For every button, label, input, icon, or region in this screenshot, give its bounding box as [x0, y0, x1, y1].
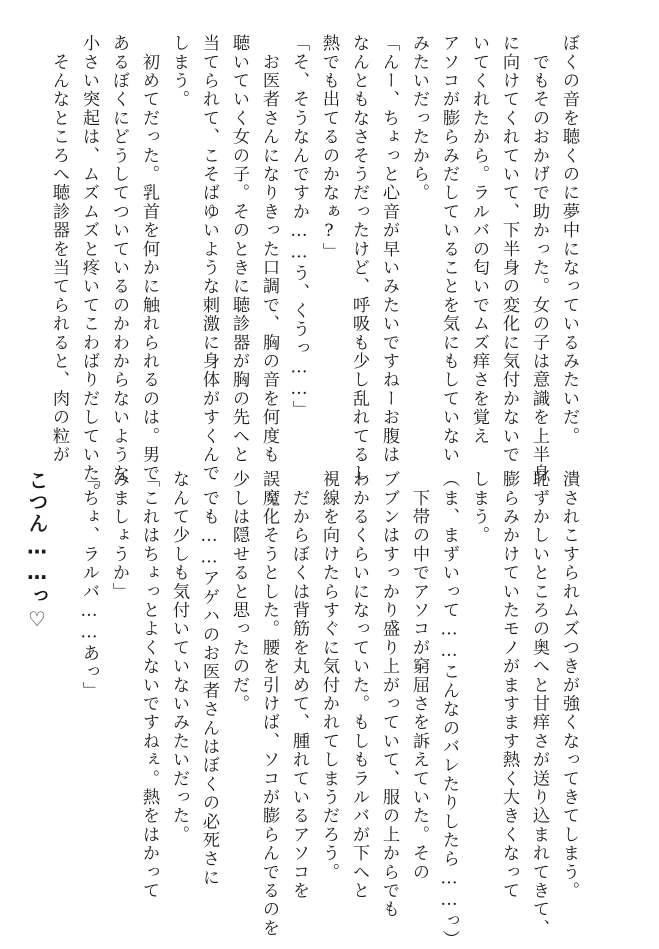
text-line: 「んー、ちょっと心音が早いみたいですねーお腹は: [379, 34, 399, 465]
text-line: 「これはちょっとよくないですねぇ。熱をはかって: [139, 470, 159, 901]
text-line: ぼくの音を聴くのに夢中になっているみたいだ。: [559, 34, 579, 446]
text-line: 初めてだった。乳首を何かに触れられるのは。男で: [139, 34, 159, 483]
text-line: アソコが膨らみだしていることを気にもしていない: [439, 34, 459, 465]
text-line: （ま、まずいって……こんなのバレたりしたら……っ）: [439, 470, 459, 949]
text-line: いてくれたから。ラルバの匂いでムズ痒さを覚え: [469, 34, 489, 446]
text-line: に向けてくれていて、下半身の変化に気付かないで: [499, 34, 519, 465]
text-line: なんともなさそうだったけど、呼吸も少し乱れてるし: [349, 34, 369, 483]
text-line: そんなところへ聴診器を当てられると、肉の粒が: [49, 34, 69, 465]
text-line: 「ちょ、ラルバ……あっ」: [79, 470, 99, 700]
text-line: お医者さんになりきった口調で、胸の音を何度も: [259, 34, 279, 465]
text-line: 「そ、そうなんですか……う、くうっ……」: [289, 34, 309, 420]
text-line: しまう。: [469, 470, 489, 545]
emphasis-line: こつん……っ♡: [25, 470, 49, 633]
text-line: 小さい突起は、ムズムズと疼いてこわばりだしていた。: [79, 34, 99, 502]
text-line: 下帯の中でアソコが窮屈さを訴えていた。その: [409, 470, 429, 882]
text-block-top: [49, 34, 579, 502]
text-line: だからぼくは背筋を丸めて、腫れているアソコを: [289, 470, 309, 901]
text-line: 誤魔化そうとした。腰を引けば、ソコが膨らんでるのを: [259, 470, 279, 938]
text-line: わかるくらいになっていた。もしもラルバが下へと: [349, 470, 369, 901]
text-line: でもそのおかげで助かった。女の子は意識を上半身: [529, 34, 549, 483]
text-line: 少しは隠せると思ったのだ。: [229, 470, 249, 714]
text-line: 熱でも出てるのかなぁ?」: [319, 34, 339, 262]
text-line: 膨らみかけていたモノがますます熱く大きくなって: [499, 470, 519, 901]
text-line: 視線を向けたらすぐに気付かれてしまうだろう。: [319, 470, 339, 882]
text-block-bottom: [25, 470, 579, 949]
text-line: 恥ずかしいところの奥へと甘痒さが送り込まれてきて、: [529, 470, 549, 938]
text-line: 潰されこすられムズつきが強くなってきてしまう。: [559, 470, 579, 901]
text-line: ブブンはすっかり盛り上がっていて、服の上からでも: [379, 470, 399, 919]
text-line: 当てられて、こそばゆいような刺激に身体がすくんで: [199, 34, 219, 483]
text-line: みましょうか」: [109, 470, 129, 601]
text-line: あるぼくにどうしてついているのかわからないような: [109, 34, 129, 483]
text-line: みたいだったから。: [409, 34, 429, 203]
text-line: でも……アゲハのお医者さんはぼくの必死さに: [199, 470, 219, 887]
text-line: なんて少しも気付いていないみたいだった。: [169, 470, 189, 844]
text-line: 聴いていく女の子。そのときに聴診器が胸の先へと: [229, 34, 249, 465]
text-line: しまう。: [169, 34, 189, 109]
